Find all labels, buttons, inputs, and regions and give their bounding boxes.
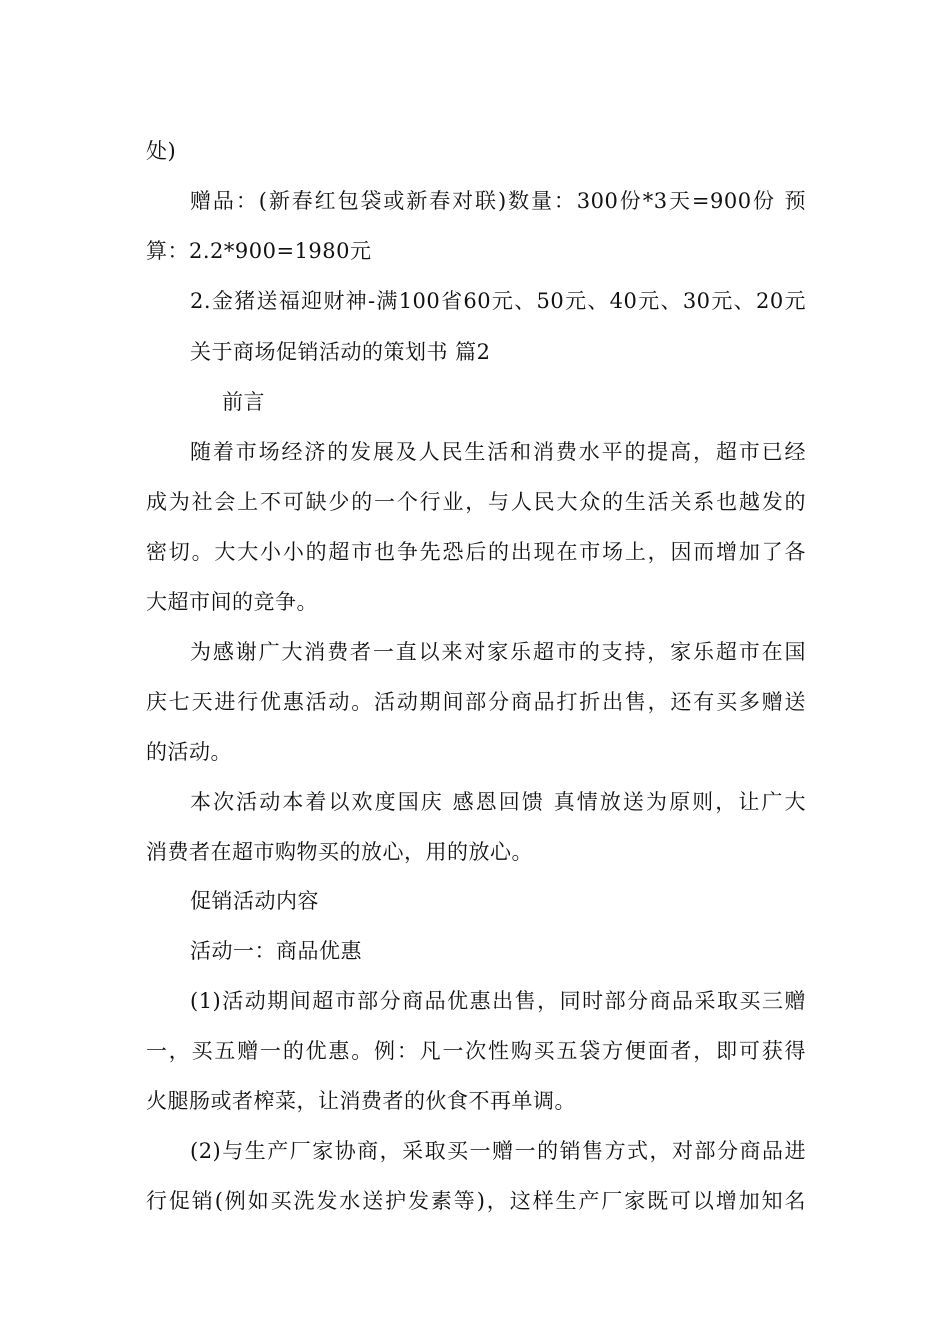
- text-line: 赠品：(新春红包袋或新春对联)数量：300份*3天=900份 预: [190, 189, 806, 213]
- text-line: 的活动。: [146, 740, 232, 764]
- heading-preface: 前言: [222, 390, 265, 414]
- text-line: 消费者在超市购物买的放心，用的放心。: [146, 840, 533, 864]
- heading-promotion-content: 促销活动内容: [190, 889, 319, 913]
- heading-activity-one: 活动一：商品优惠: [190, 939, 362, 963]
- text-line: 密切。大大小小的超市也争先恐后的出现在市场上，因而增加了各: [146, 540, 806, 564]
- text-line: (2)与生产厂家协商，采取买一赠一的销售方式，对部分商品进: [190, 1139, 806, 1163]
- text-line: 为感谢广大消费者一直以来对家乐超市的支持，家乐超市在国: [190, 640, 806, 664]
- text-line: 火腿肠或者榨菜，让消费者的伙食不再单调。: [146, 1089, 576, 1113]
- text-line: 一，买五赠一的优惠。例：凡一次性购买五袋方便面者，即可获得: [146, 1039, 806, 1063]
- text-line: 成为社会上不可缺少的一个行业，与人民大众的生活关系也越发的: [146, 490, 806, 514]
- text-line: 算：2.2*900=1980元: [146, 239, 372, 263]
- text-line: 庆七天进行优惠活动。活动期间部分商品打折出售，还有买多赠送: [146, 690, 806, 714]
- text-line: 大超市间的竞争。: [146, 590, 318, 614]
- text-line: (1)活动期间超市部分商品优惠出售，同时部分商品采取买三赠: [190, 989, 806, 1013]
- text-line: 处): [146, 139, 177, 163]
- section-title: 关于商场促销活动的策划书 篇2: [190, 340, 491, 364]
- text-line: 行促销(例如买洗发水送护发素等)，这样生产厂家既可以增加知名: [146, 1189, 806, 1213]
- text-line: 随着市场经济的发展及人民生活和消费水平的提高，超市已经: [190, 440, 806, 464]
- text-line: 本次活动本着以欢度国庆 感恩回馈 真情放送为原则，让广大: [190, 790, 806, 814]
- text-line: 2.金猪送福迎财神-满100省60元、50元、40元、30元、20元: [190, 289, 806, 313]
